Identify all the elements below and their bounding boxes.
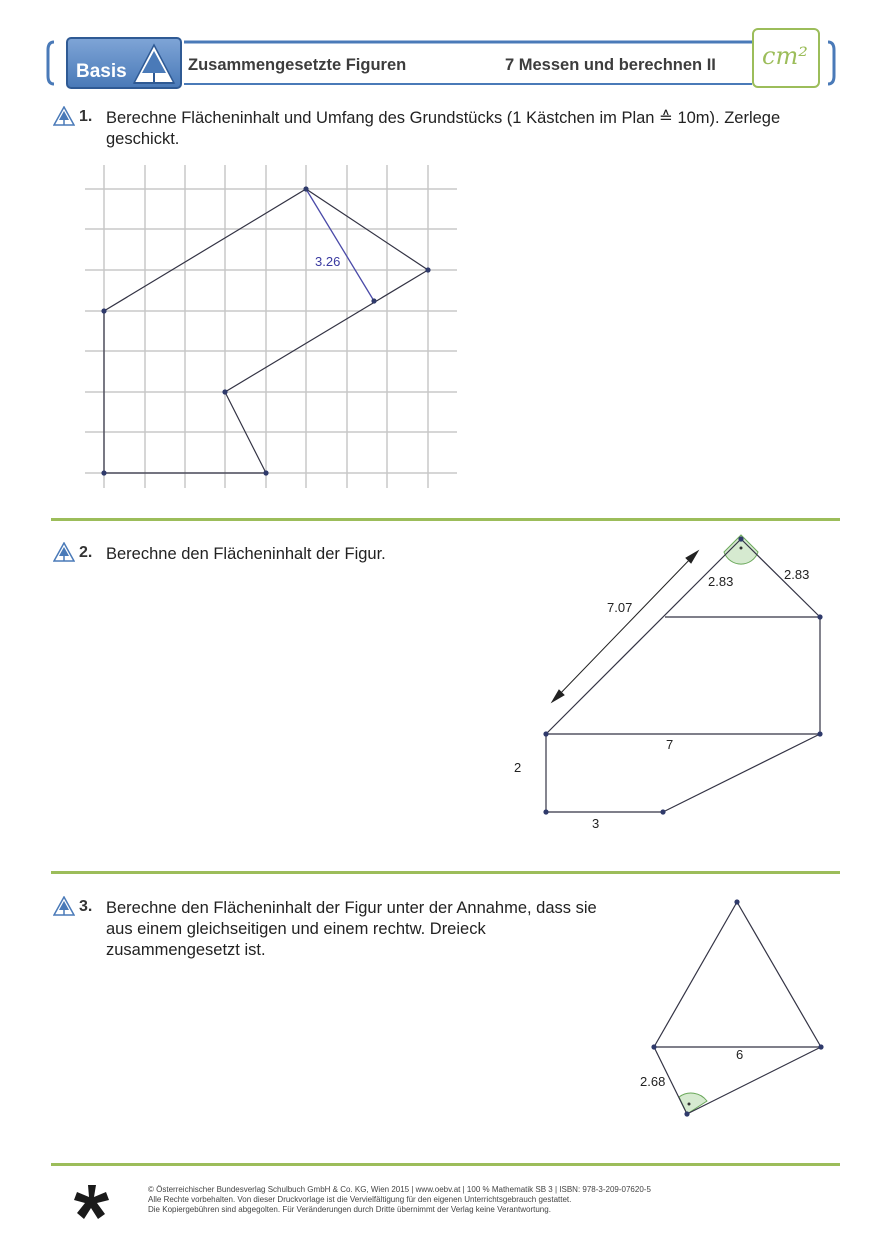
task1-height-line (306, 189, 374, 301)
footer-line-3: Die Kopiergebühren sind abgegolten. Für Veränderungen durch Dritte übernimmt der Verlag keine Verantwortung. (148, 1205, 551, 1214)
task2-dimension-arrow (552, 551, 698, 702)
footer-line-1: © Österreichischer Bundesverlag Schulbuch GmbH & Co. KG, Wien 2015 | www.oebv.at | 100 % Mathematik SB 3 | ISBN: 978-3-209-07620-5 (148, 1185, 651, 1194)
pyramid-icon (132, 43, 176, 87)
task2-figure (500, 530, 840, 840)
task2-label-diagonal: 7.07 (607, 600, 633, 615)
task2-label-left: 2 (514, 760, 522, 775)
basis-badge-label: Basis (76, 61, 127, 82)
publisher-logo-icon (72, 1183, 112, 1223)
task3-label-leg: 2.68 (640, 1074, 666, 1089)
task3-pyramid-icon (53, 896, 75, 916)
task3-number: 3. (79, 898, 93, 915)
task1-figure (85, 165, 465, 490)
task1-height-label: 3.26 (315, 254, 341, 269)
task2-number: 2. (79, 544, 93, 561)
footer-copyright (148, 1185, 651, 1215)
unit-logo (752, 28, 820, 88)
task2-label-bottom: 3 (592, 816, 600, 831)
unit-logo-label: cm² (762, 42, 808, 70)
chapter-title: 7 Messen und berechnen II (505, 56, 716, 74)
basis-badge (66, 37, 182, 89)
task2-pyramid-icon (53, 542, 75, 562)
task1-grid (85, 165, 457, 488)
footer-line-2: Alle Rechte vorbehalten. Von dieser Druckvorlage ist die Vervielfältigung für den eigenen Unterrichtsgebrauch gestattet. (148, 1195, 572, 1204)
task2-text: Berechne den Flächeninhalt der Figur. (106, 545, 386, 563)
divider-1 (51, 518, 840, 521)
task2-label-middle: 7 (666, 737, 674, 752)
task2-label-leg-right: 2.83 (784, 567, 810, 582)
task3-text: Berechne den Flächeninhalt der Figur unter der Annahme, dass sie aus einem gleichseitigen und einem rechtw. Dreieck zusammengesetzt ist. (106, 899, 597, 959)
task2-label-leg-left: 2.83 (708, 574, 734, 589)
task3-label-base: 6 (736, 1047, 744, 1062)
divider-2 (51, 871, 840, 874)
task3-figure (620, 890, 840, 1130)
task1-pyramid-icon (53, 106, 75, 126)
task1-number: 1. (79, 108, 93, 125)
worksheet-title: Zusammengesetzte Figuren (188, 56, 407, 74)
task1-text: Berechne Flächeninhalt und Umfang des Grundstücks (1 Kästchen im Plan ≙ 10m). Zerlege geschickt. (106, 109, 781, 148)
divider-3 (51, 1163, 840, 1166)
